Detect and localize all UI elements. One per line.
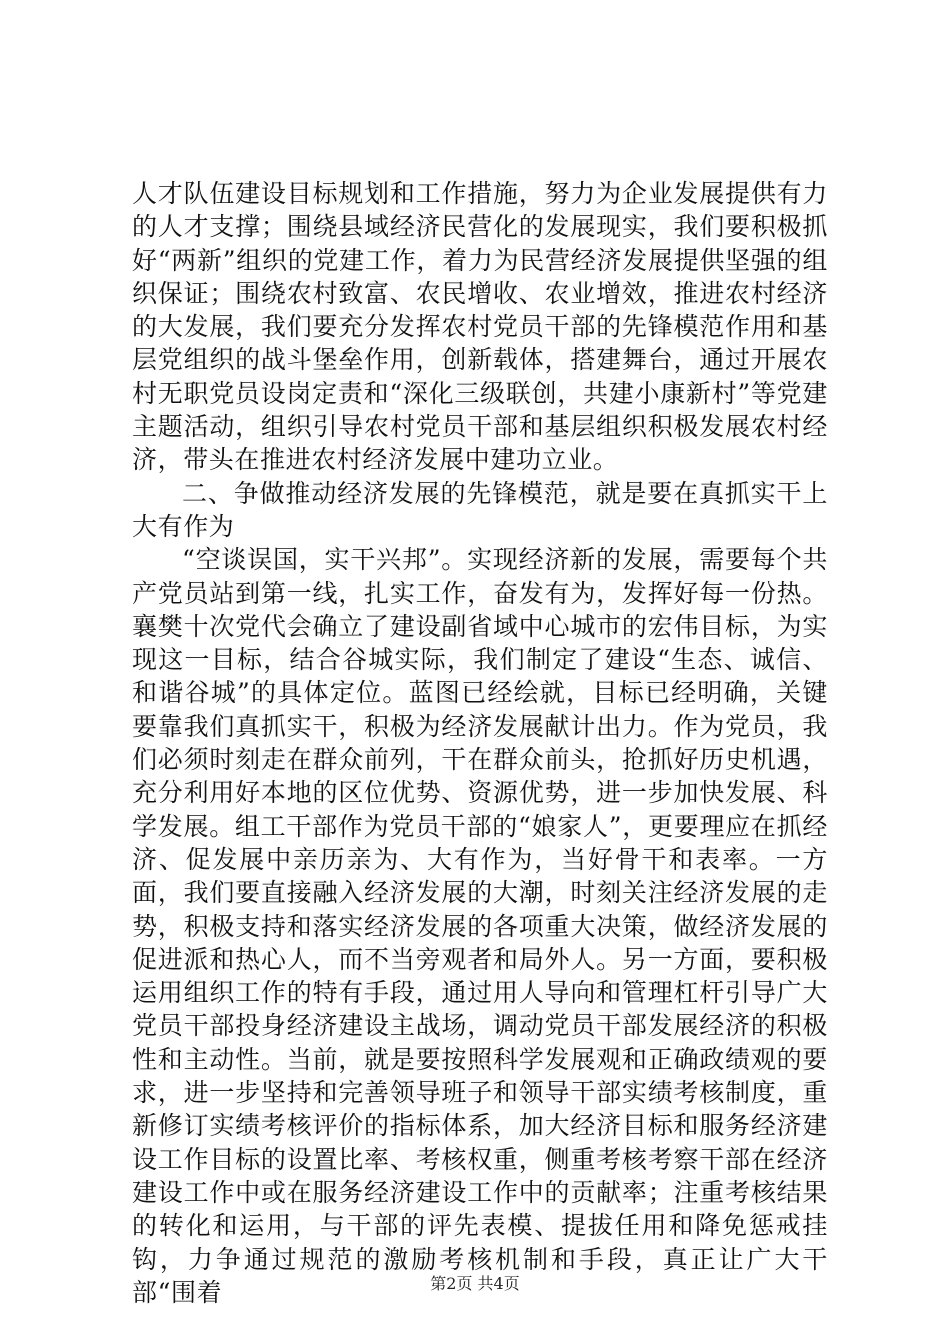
- section-heading: 二、争做推动经济发展的先锋模范，就是要在真抓实干上大有作为: [132, 478, 828, 541]
- paragraph-continuation: 人才队伍建设目标规划和工作措施，努力为企业发展提供有力的人才支撑；围绕县域经济民营化的发展现实，我们要积极抓好“两新”组织的党建工作，着力为民营经济发展提供坚强的组织保证；围绕农村致富、农民增收、农业增效，推进农村经济的大发展，我们要充分发挥农村党员干部的先锋模范作用和基层党组织的战斗堡垒作用，创新载体，搭建舞台，通过开展农村无职党员设岗定责和“深化三级联创，共建小康新村”等党建主题活动，组织引导农村党员干部和基层组织积极发展农村经济，带头在推进农村经济发展中建功立业。: [132, 179, 828, 475]
- paragraph-body: “空谈误国，实干兴邦”。实现经济新的发展，需要每个共产党员站到第一线，扎实工作，奋发有为，发挥好每一份热。襄樊十次党代会确立了建设副省域中心城市的宏伟目标，为实现这一目标，结合谷城实际，我们制定了建设“生态、诚信、和谐谷城”的具体定位。蓝图已经绘就，目标已经明确，关键要靠我们真抓实干，积极为经济发展献计出力。作为党员，我们必须时刻走在群众前列，干在群众前头，抢抓好历史机遇，充分利用好本地的区位优势、资源优势，进一步加快发展、科学发展。组工干部作为党员干部的“娘家人”，更要理应在抓经济、促发展中亲历亲为、大有作为，当好骨干和表率。一方面，我们要直接融入经济发展的大潮，时刻关注经济发展的走势，积极支持和落实经济发展的各项重大决策，做经济发展的促进派和热心人，而不当旁观者和局外人。另一方面，要积极运用组织工作的特有手段，通过用人导向和管理杠杆引导广大党员干部投身经济建设主战场，调动党员干部发展经济的积极性和主动性。当前，就是要按照科学发展观和正确政绩观的要求，进一步坚持和完善领导班子和领导干部实绩考核制度，重新修订实绩考核评价的指标体系，加大经济目标和服务经济建设工作目标的设置比率、考核权重，侧重考核考察干部在经济建设工作中或在服务经济建设工作中的贡献率；注重考核结果的转化和运用，与干部的评先表模、提拔任用和降免惩戒挂钩，力争通过规范的激励考核机制和手段，真正让广大干部“围着: [132, 545, 828, 1307]
- page-footer: 第2页 共4页: [430, 1274, 520, 1293]
- document-body: [132, 177, 828, 1309]
